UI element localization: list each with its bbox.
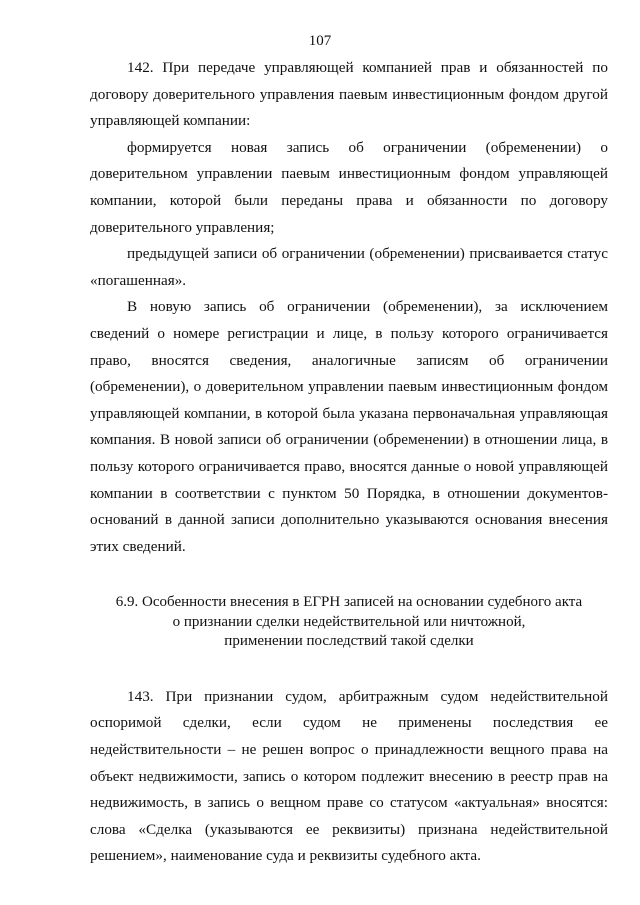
section-heading-line-3: применении последствий такой сделки: [224, 633, 474, 650]
document-body: [90, 55, 608, 870]
section-heading: [90, 593, 608, 652]
section-heading-line-1: 6.9. Особенности внесения в ЕГРН записей на основании судебного акта: [115, 594, 583, 611]
section-heading-line-2: о признании сделки недействительной или ничтожной,: [172, 613, 526, 630]
paragraph-new-record-details: В новую запись об ограничении (обременении), за исключением сведений о номере регистрации и лице, в пользу которого ограничивается право, вносятся сведения, аналогичные записям об ограничении (обременении), о доверительном управлении паевым инвестиционным фондом управляющей компании, в которой была указана первоначальная управляющая компания. В новой записи об ограничении (обременении) в отношении лица, в пользу которого ограничивается право, вносятся данные о новой управляющей компании в соответствии с пунктом 50 Порядка, в отношении документов-оснований в данной записи дополнительно указываются основания внесения этих сведений.: [90, 298, 608, 555]
paragraph-143: 143. При признании судом, арбитражным судом недействительной оспоримой сделки, если судом не применены последствия ее недействительности – не решен вопрос о принадлежности вещного права на объект недвижимости, запись о котором подлежит внесению в реестр прав на недвижимость, в запись о вещном праве со статусом «актуальная» вносятся: слова «Сделка (указываются ее реквизиты) признана недействительной решением», наименование суда и реквизиты судебного акта.: [90, 687, 608, 865]
paragraph-142: 142. При передаче управляющей компанией прав и обязанностей по договору доверительного управления паевым инвестиционным фондом другой управляющей компании:: [90, 59, 608, 130]
page-number: 107: [308, 33, 332, 49]
paragraph-previous-record: предыдущей записи об ограничении (обременении) присваивается статус «погашенная».: [90, 245, 608, 289]
paragraph-new-record: формируется новая запись об ограничении (обременении) о доверительном управлении паевым инвестиционным фондом управляющей компании, которой были переданы права и обязанности по договору доверительного управления;: [90, 138, 608, 236]
